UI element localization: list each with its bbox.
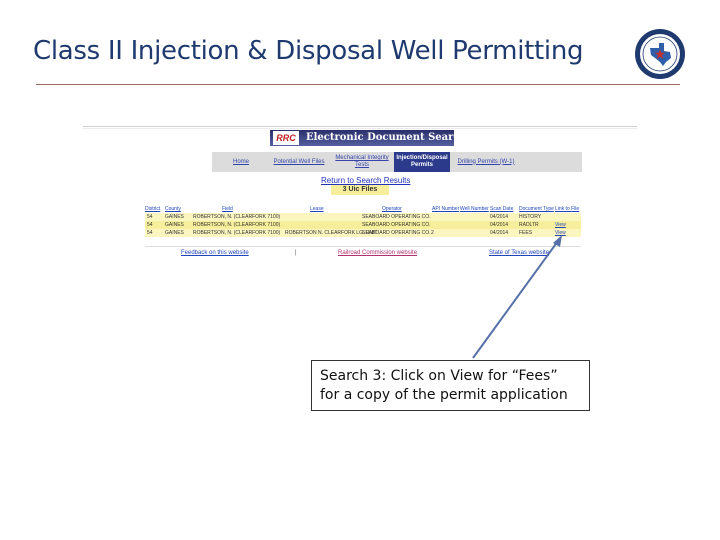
cell-district: 54 [147, 214, 153, 220]
col-document-type[interactable]: Document Type [519, 206, 554, 212]
cell-document-type: HISTORY [519, 214, 542, 220]
cell-field: ROBERTSON, N. (CLEARFORK 7100) [193, 230, 281, 236]
nav-mechanical-integrity-tests[interactable]: Mechanical Integrity Tests [335, 155, 389, 168]
col-link-to-file[interactable]: Link to File [555, 206, 580, 212]
cell-field: ROBERTSON, N. (CLEARFORK 7100) [193, 222, 281, 228]
return-to-search-link[interactable]: Return to Search Results [321, 176, 411, 185]
rrc-website-link[interactable]: Railroad Commission website [338, 250, 418, 256]
cell-field: ROBERTSON, N. (CLEARFORK 7100) [193, 214, 281, 220]
cell-operator: SEABOARD OPERATING CO. [362, 230, 431, 236]
rrc-logo: RRC [273, 131, 299, 145]
cell-lease: ROBERTSON N. CLEARFORK LG. UNIT [285, 230, 378, 236]
callout-line-2: for a copy of the permit application [320, 387, 568, 403]
cell-operator: SEABOARD OPERATING CO. [362, 214, 431, 220]
banner-title: Electronic Document Search [306, 132, 467, 143]
view-link-fees[interactable]: View [555, 230, 566, 236]
feedback-link[interactable]: Feedback on this website [181, 250, 249, 256]
view-link[interactable]: View [555, 222, 566, 228]
nav-home[interactable]: Home [232, 158, 249, 165]
col-scan-date[interactable]: Scan Date [490, 206, 514, 212]
cell-document-type: FEES [519, 230, 533, 236]
texas-website-link[interactable]: State of Texas website [489, 250, 549, 256]
cell-district: 54 [147, 222, 153, 228]
col-field[interactable]: Field [222, 206, 233, 212]
nav-potential-well-files[interactable]: Potential Well Files [273, 158, 325, 165]
slide-title: Class II Injection & Disposal Well Permitting [33, 36, 584, 66]
cell-district: 54 [147, 230, 153, 236]
cell-api: 2 [431, 230, 434, 236]
cell-scan-date: 04/2014 [490, 222, 509, 228]
col-lease[interactable]: Lease [310, 206, 324, 212]
col-api-number[interactable]: API Number [432, 206, 460, 212]
cell-document-type: RADLTR [519, 222, 539, 228]
callout-line-1: Search 3: Click on View for “Fees” [320, 368, 558, 384]
cell-operator: SEABOARD OPERATING CO. [362, 222, 431, 228]
footer-separator: | [295, 250, 297, 256]
cell-scan-date: 04/2014 [490, 230, 509, 236]
cell-county: GAINES [165, 222, 184, 228]
col-county[interactable]: County [165, 206, 181, 212]
cell-scan-date: 04/2014 [490, 214, 509, 220]
col-district[interactable]: District [145, 206, 161, 212]
cell-county: GAINES [165, 230, 184, 236]
col-well-number[interactable]: Well Number [460, 206, 489, 212]
col-operator[interactable]: Operator [382, 206, 402, 212]
cell-county: GAINES [165, 214, 184, 220]
nav-drilling-permits[interactable]: Drilling Permits (W-1) [457, 158, 515, 165]
result-count: 3 Uic Files [331, 185, 389, 195]
instruction-callout [311, 360, 590, 411]
nav-injection-disposal-permits[interactable]: Injection/Disposal Permits [394, 152, 450, 172]
